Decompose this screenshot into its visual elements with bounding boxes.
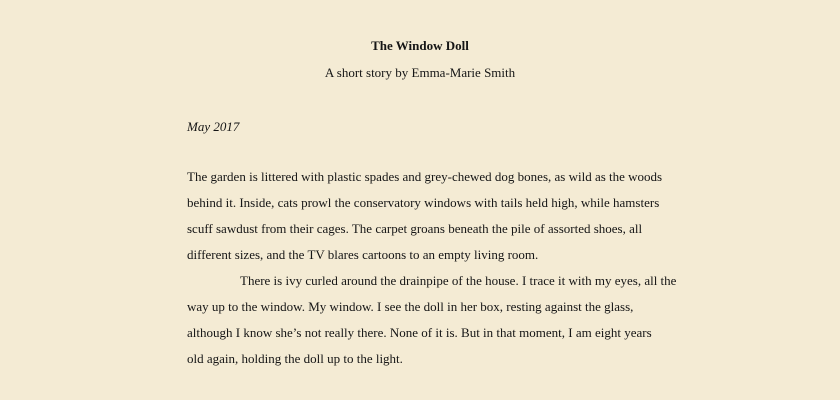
text-line: way up to the window. My window. I see the doll in her box, resting against the glass,	[187, 299, 634, 314]
paragraph-2	[187, 268, 677, 372]
story-date: May 2017	[187, 119, 240, 134]
text-line: The garden is littered with plastic spades and grey-chewed dog bones, as wild as the woods	[187, 169, 663, 184]
paragraph-1	[187, 164, 663, 268]
text-line: scuff sawdust from their cages. The carpet groans beneath the pile of assorted shoes, all	[187, 221, 643, 236]
text-line: different sizes, and the TV blares cartoons to an empty living room.	[187, 247, 539, 262]
text-line: There is ivy curled around the drainpipe of the house. I trace it with my eyes, all the	[240, 273, 677, 288]
story-body	[187, 164, 677, 372]
text-line: behind it. Inside, cats prowl the conservatory windows with tails held high, while hamsters	[187, 195, 660, 210]
text-line: although I know she’s not really there. None of it is. But in that moment, I am eight years	[187, 325, 652, 340]
story-byline: A short story by Emma-Marie Smith	[324, 65, 516, 80]
text-line: old again, holding the doll up to the light.	[187, 351, 403, 366]
story-title: The Window Doll	[371, 38, 469, 53]
